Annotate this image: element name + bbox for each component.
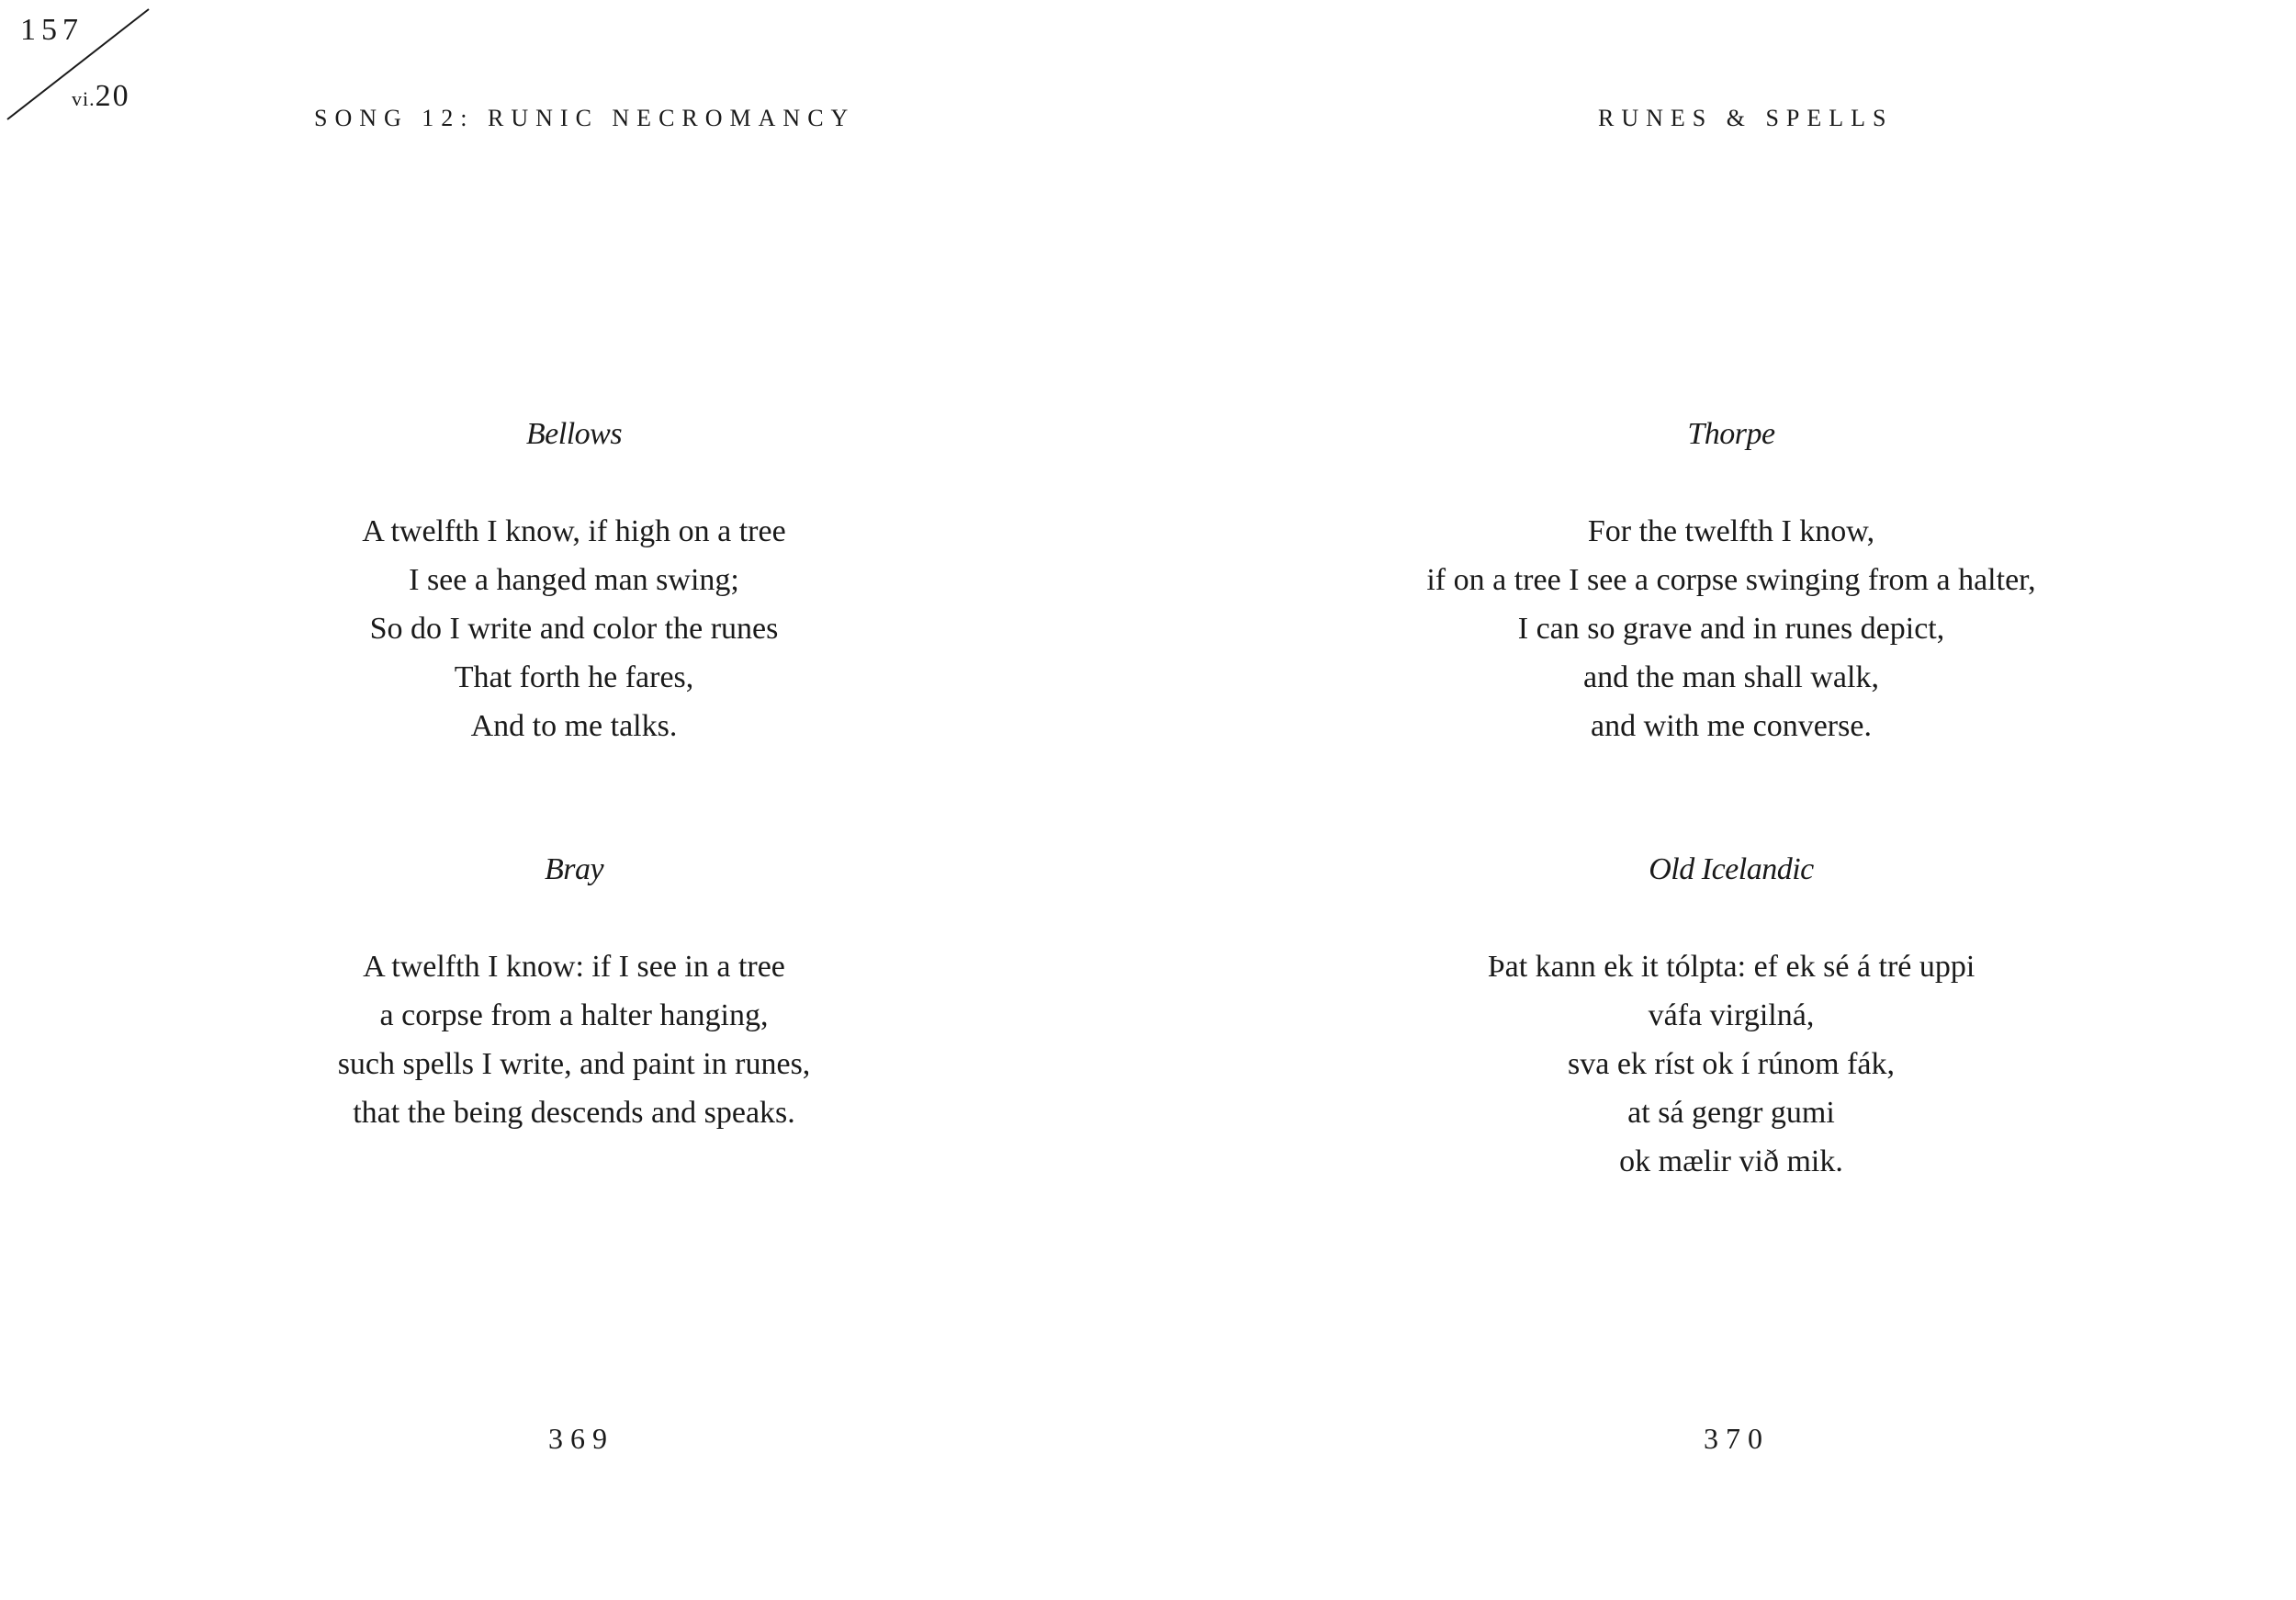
stanza-title: Bellows: [525, 417, 623, 451]
right-page: [1148, 0, 2296, 1600]
verse-line: such spells I write, and paint in runes,: [337, 1047, 811, 1081]
verse-line: For the twelfth I know,: [1587, 514, 1875, 548]
corner-top-number: 157: [20, 13, 84, 47]
right-stanza-old-icelandic: [1272, 845, 2190, 1186]
stanza-title: Old Icelandic: [1649, 852, 1814, 886]
verse-line: a corpse from a halter hanging,: [379, 998, 769, 1032]
verse-line: And to me talks.: [470, 709, 678, 743]
verse-line: So do I write and color the runes: [369, 612, 779, 646]
verse-line: I can so grave and in runes depict,: [1517, 612, 1945, 646]
verse-line: ok mælir við mik.: [1619, 1144, 1843, 1178]
right-stanza-thorpe: [1272, 410, 2190, 750]
verse-line: Þat kann ek it tólpta: ef ek sé á tré uppi: [1487, 950, 1975, 984]
stanza-title: Bray: [544, 852, 604, 886]
verse-line: sva ek ríst ok í rúnom fák,: [1568, 1047, 1895, 1081]
verse-line: and the man shall walk,: [1583, 660, 1879, 694]
corner-bottom-number: 20: [95, 79, 130, 113]
verse-line: That forth he fares,: [454, 660, 694, 694]
verse-line: A twelfth I know: if I see in a tree: [363, 950, 785, 984]
verse-line: if on a tree I see a corpse swinging from a halter,: [1426, 563, 2036, 597]
left-stanza-bellows: [115, 410, 1033, 750]
verse-line: váfa virgilná,: [1648, 998, 1815, 1032]
verse-line: at sá gengr gumi: [1627, 1096, 1835, 1130]
verse-line: and with me converse.: [1591, 709, 1872, 743]
corner-bottom-prefix: vi.: [72, 87, 96, 110]
verse-line: I see a hanged man swing;: [409, 563, 739, 597]
stanza-title: Thorpe: [1687, 417, 1775, 451]
right-page-number: 370: [1704, 1422, 1770, 1455]
verse-line: A twelfth I know, if high on a tree: [362, 514, 786, 548]
verse-line: that the being descends and speaks.: [353, 1096, 795, 1130]
right-running-head: RUNES & SPELLS: [1598, 105, 1894, 131]
left-running-head: SONG 12: RUNIC NECROMANCY: [314, 105, 856, 131]
left-page-number: 369: [548, 1422, 614, 1455]
left-stanza-bray: [115, 845, 1033, 1137]
